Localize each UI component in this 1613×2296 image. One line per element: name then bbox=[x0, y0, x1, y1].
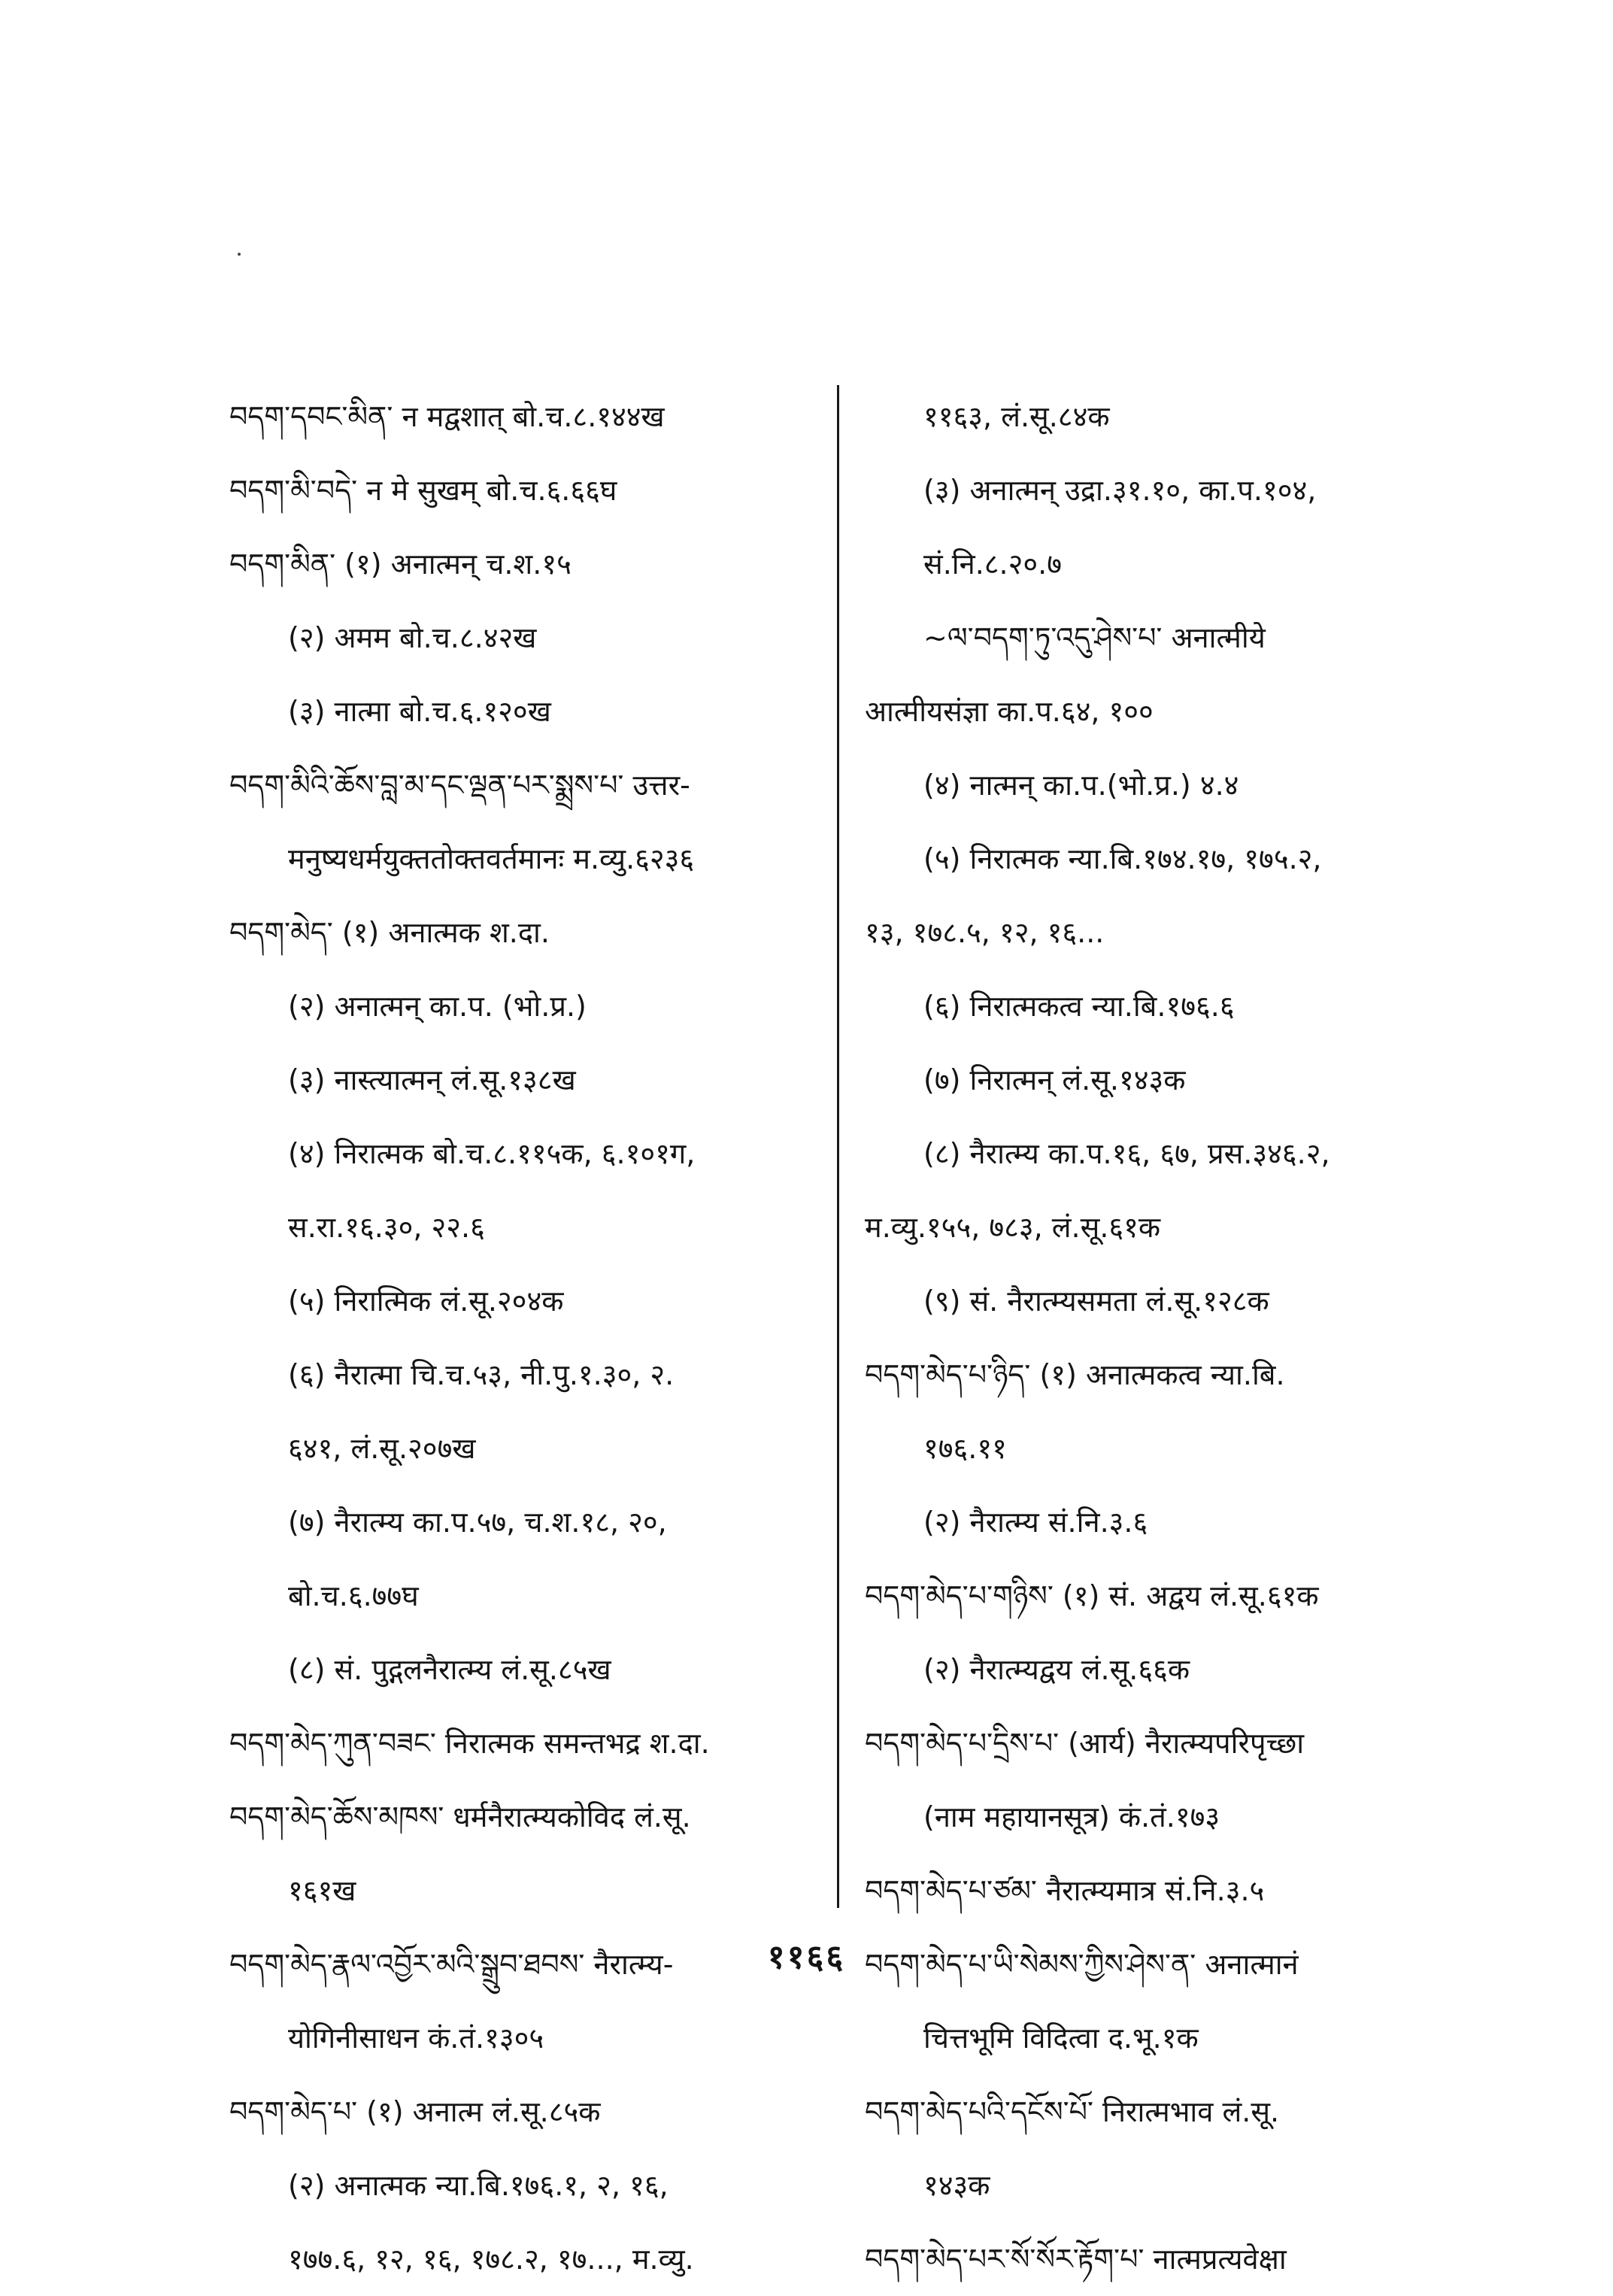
entry-line: བདག་མེད་པའི་དངོས་པོ་ निरात्मभाव लं.सू. bbox=[865, 2095, 1280, 2128]
entry-line: བདག་མེད་པ་ཡི་སེམས་ཀྱིས་ཤེས་ན་ अनात्मानं bbox=[865, 1948, 1299, 1981]
continuation-line: म.व्यु.१५५, ७८३, लं.सू.६१क bbox=[865, 1211, 1161, 1244]
entry-line: བདག་མེད་ཆོས་མཁས་ धर्मनैरात्म्यकोविद लं.सू. bbox=[229, 1800, 691, 1833]
continuation-line: १६१ख bbox=[288, 1874, 356, 1907]
sub-entry-line: (८) नैरात्म्य का.प.१६, ६७, प्रस.३४६.२, bbox=[923, 1137, 1330, 1170]
continuation-line: १३, १७८.५, १२, १६... bbox=[865, 916, 1105, 949]
entry-line: བདག་མེད་པ་གཉིས་ (१) सं. अद्वय लं.सू.६१क bbox=[865, 1579, 1319, 1612]
sub-entry-line: (७) नैरात्म्य का.प.५७, च.श.१८, २०, bbox=[288, 1506, 667, 1539]
sub-entry-line: (२) नैरात्म्यद्वय लं.सू.६६क bbox=[923, 1653, 1190, 1686]
entry-line: བདག་མིན་ (१) अनात्मन् च.श.१५ bbox=[229, 547, 572, 581]
sub-entry-line: (४) नात्मन् का.प.(भो.प्र.) ४.४ bbox=[923, 769, 1239, 802]
sub-entry-line: (७) निरात्मन् लं.सू.१४३क bbox=[923, 1063, 1186, 1096]
sub-entry-line: (५) निरात्मक न्या.बि.१७४.१७, १७५.२, bbox=[923, 842, 1322, 875]
sub-entry-line: (६) नैरात्मा चि.च.५३, नी.पु.१.३०, २. bbox=[288, 1358, 675, 1391]
entry-line: བདག་མི་བདེ་ न मे सुखम् बो.च.६.६६घ bbox=[229, 474, 617, 507]
entry-line: བདག་མེད་ (१) अनात्मक श.दा. bbox=[229, 916, 550, 949]
entry-line: བདག་དབང་མིན་ न मद्वशात् बो.च.८.१४४ख bbox=[229, 400, 665, 433]
entry-line: བདག་མེད་ཀུན་བཟང་ निरात्मक समन्तभद्र श.दा. bbox=[229, 1727, 710, 1760]
entry-line: བདག་མིའི་ཆོས་བླ་མ་དང་ལྡན་པར་སྨྲས་པ་ उत्तर- bbox=[229, 769, 690, 802]
continuation-line: मनुष्यधर्मयुक्ततोक्तवर्तमानः म.व्यु.६२३६ bbox=[288, 842, 695, 875]
left-column bbox=[229, 380, 816, 2296]
continuation-line: (नाम महायानसूत्र) कं.तं.१७३ bbox=[923, 1800, 1220, 1833]
sub-entry-line: (९) सं. नैरात्म्यसमता लं.सू.१२८क bbox=[923, 1284, 1269, 1318]
continuation-line: चित्तभूमि विदित्वा द.भू.१क bbox=[923, 2022, 1199, 2055]
sub-entry-line: (२) अनात्मन् का.प. (भो.प्र.) bbox=[288, 990, 587, 1023]
sub-entry-line: (३) नास्त्यात्मन् लं.सू.१३८ख bbox=[288, 1063, 576, 1096]
sub-entry-line: (५) निरात्मिक लं.सू.२०४क bbox=[288, 1284, 564, 1318]
sub-entry-line: (२) अमम बो.च.८.४२ख bbox=[288, 621, 537, 654]
continuation-line: ११६३, लं.सू.८४क bbox=[923, 400, 1110, 433]
entry-line: བདག་མེད་པ་ (१) अनात्म लं.सू.८५क bbox=[229, 2095, 601, 2128]
entry-line: བདག་མེད་པ་ཙམ་ नैरात्म्यमात्र सं.नि.३.५ bbox=[865, 1874, 1265, 1907]
continuation-line: १४३क bbox=[923, 2169, 990, 2202]
continuation-line: बो.च.६.७७घ bbox=[288, 1579, 419, 1612]
entry-line: བདག་མེད་རྣལ་འབྱོར་མའི་སྒྲུབ་ཐབས་ नैरात्म्य- bbox=[229, 1948, 674, 1981]
continuation-line: सं.नि.८.२०.७ bbox=[923, 547, 1062, 581]
page-number: ११६६ bbox=[767, 1938, 846, 1976]
sub-entry-line: (८) सं. पुद्गलनैरात्म्य लं.सू.८५ख bbox=[288, 1653, 611, 1686]
sub-entry-line: ~ལ་བདག་ཏུ་འདུ་ཤེས་པ་ अनात्मीये bbox=[923, 621, 1266, 654]
right-column bbox=[865, 380, 1444, 2296]
entry-line: བདག་མེད་པར་སོ་སོར་རྟོག་པ་ नात्मप्रत्यवेक्षा bbox=[865, 2243, 1287, 2276]
continuation-line: आत्मीयसंज्ञा का.प.६४, १०० bbox=[865, 695, 1154, 728]
sub-entry-line: (३) अनात्मन् उद्रा.३१.१०, का.प.१०४, bbox=[923, 474, 1317, 507]
sub-entry-line: (३) नात्मा बो.च.६.१२०ख bbox=[288, 695, 551, 728]
sub-entry-line: (२) अनात्मक न्या.बि.१७६.१, २, १६, bbox=[288, 2169, 669, 2202]
sub-entry-line: (६) निरात्मकत्व न्या.बि.१७६.६ bbox=[923, 990, 1235, 1023]
continuation-line: १७६.११ bbox=[923, 1432, 1007, 1465]
sub-entry-line: (४) निरात्मक बो.च.८.११५क, ६.१०१ग, bbox=[288, 1137, 696, 1170]
column-divider bbox=[837, 385, 839, 1908]
entry-line: བདག་མེད་པ་ཉིད་ (१) अनात्मकत्व न्या.बि. bbox=[865, 1358, 1285, 1391]
continuation-line: ६४१, लं.सू.२०७ख bbox=[288, 1432, 476, 1465]
continuation-line: १७७.६, १२, १६, १७८.२, १७..., म.व्यु. bbox=[288, 2243, 694, 2276]
entry-line: བདག་མེད་པ་དྲིས་པ་ (आर्य) नैरात्म्यपरिपृच्छा bbox=[865, 1727, 1305, 1760]
sub-entry-line: (२) नैरात्म्य सं.नि.३.६ bbox=[923, 1506, 1148, 1539]
scan-speck bbox=[238, 253, 241, 256]
continuation-line: स.रा.१६.३०, २२.६ bbox=[288, 1211, 485, 1244]
continuation-line: योगिनीसाधन कं.तं.१३०५ bbox=[288, 2022, 544, 2055]
